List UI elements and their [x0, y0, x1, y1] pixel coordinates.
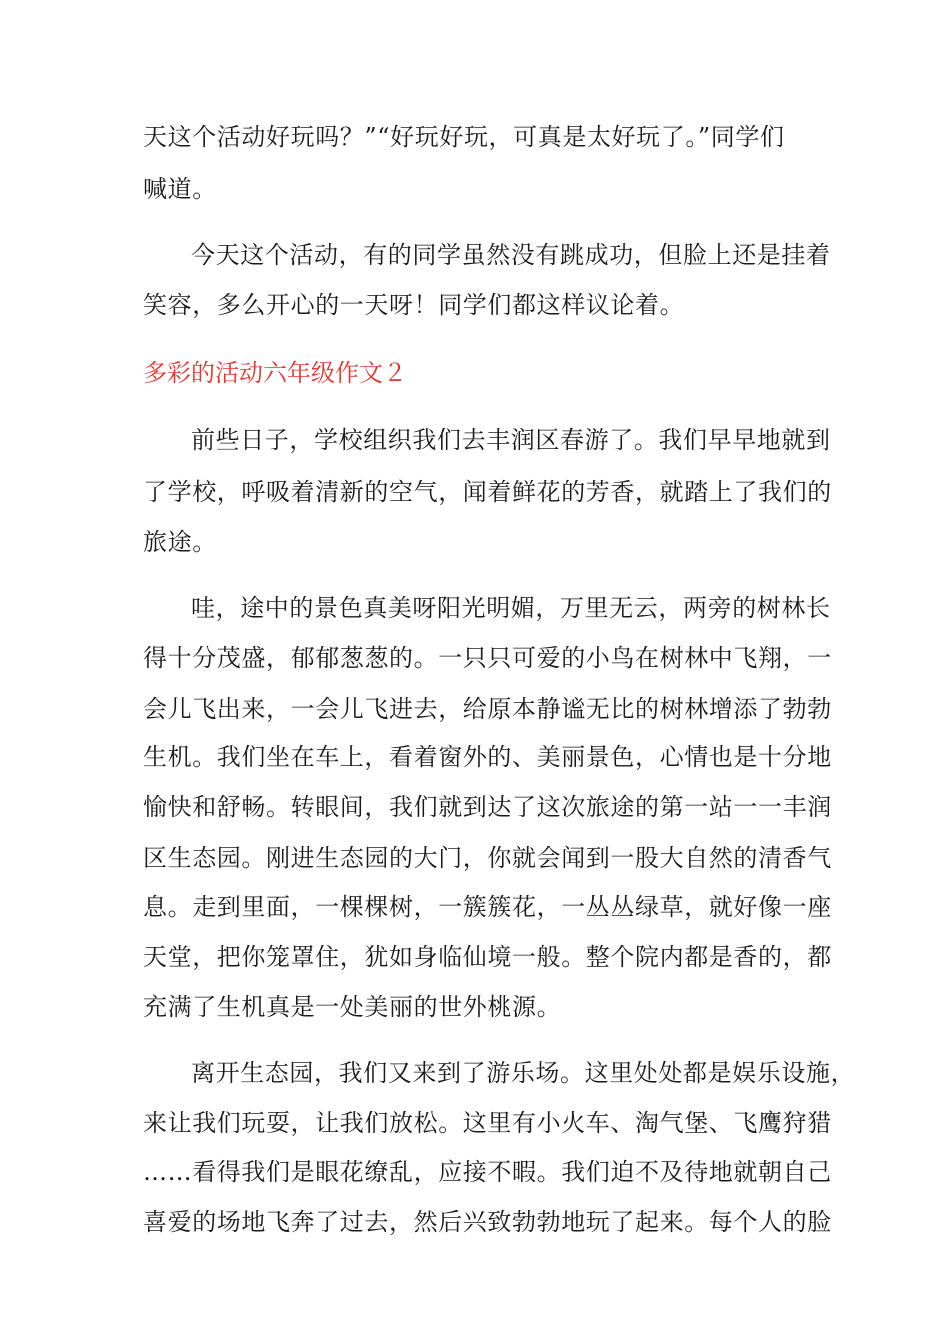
paragraph-line: 得十分茂盛，郁郁葱葱的。一只只可爱的小鸟在树林中飞翔，一	[143, 644, 832, 672]
paragraph-line: 天这个活动好玩吗？”“好玩好玩，可真是太好玩了。”同学们	[143, 123, 785, 151]
paragraph-line: 今天这个活动，有的同学虽然没有跳成功，但脸上还是挂着	[191, 241, 831, 269]
paragraph-line: 哇，途中的景色真美呀阳光明媚，万里无云，两旁的树林长	[191, 594, 831, 622]
paragraph-line: 天堂，把你笼罩住，犹如身临仙境一般。整个院内都是香的，都	[143, 943, 832, 971]
paragraph-line: 区生态园。刚进生态园的大门，你就会闻到一股大自然的清香气	[143, 844, 832, 872]
paragraph-line: 喊道。	[143, 175, 217, 203]
paragraph-line: 喜爱的场地飞奔了过去，然后兴致勃勃地玩了起来。每个人的脸	[143, 1208, 832, 1236]
paragraph-line: 充满了生机真是一处美丽的世外桃源。	[143, 993, 562, 1021]
paragraph-line: 息。走到里面，一棵棵树，一簇簇花，一丛丛绿草，就好像一座	[143, 893, 832, 921]
paragraph-line: 了学校，呼吸着清新的空气，闻着鲜花的芳香，就踏上了我们的	[143, 478, 832, 506]
paragraph-line: 旅途。	[143, 528, 217, 556]
paragraph-line: 来让我们玩耍，让我们放松。这里有小火车、淘气堡、飞鹰狩猎	[143, 1109, 832, 1137]
paragraph-line: ……看得我们是眼花缭乱，应接不暇。我们迫不及待地就朝自己	[143, 1158, 832, 1186]
paragraph-line: 前些日子，学校组织我们去丰润区春游了。我们早早地就到	[191, 426, 831, 454]
paragraph-line: 生机。我们坐在车上，看着窗外的、美丽景色，心情也是十分地	[143, 743, 832, 771]
paragraph-line: 愉快和舒畅。转眼间，我们就到达了这次旅途的第一站一一丰润	[143, 793, 832, 821]
paragraph-line: 会儿飞出来，一会儿飞进去，给原本静谧无比的树林增添了勃勃	[143, 695, 832, 723]
paragraph-line: 离开生态园，我们又来到了游乐场。这里处处都是娱乐设施，	[191, 1059, 856, 1087]
paragraph-line: 笑容，多么开心的一天呀！同学们都这样议论着。	[143, 291, 685, 319]
section-heading: 多彩的活动六年级作文２	[143, 359, 407, 387]
